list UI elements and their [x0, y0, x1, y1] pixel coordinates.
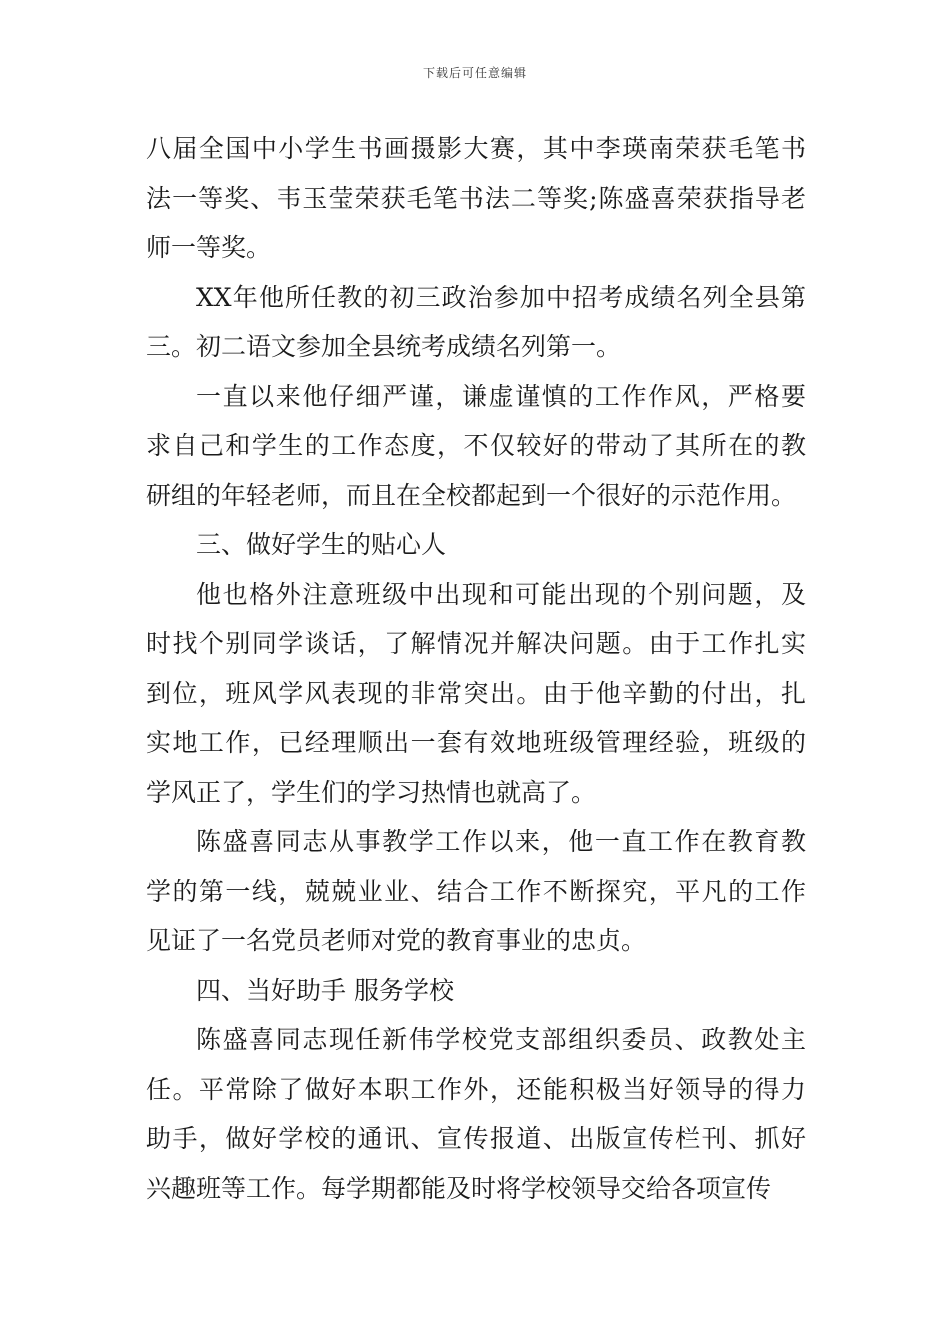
paragraph	[146, 372, 806, 521]
text-line: 学的第一线，兢兢业业、结合工作不断探究，平凡的工作	[146, 876, 806, 906]
text-line: 时找个别同学谈话，了解情况并解决问题。由于工作扎实	[146, 629, 806, 658]
text-line: 求自己和学生的工作态度，不仅较好的带动了其所在的教	[146, 431, 806, 460]
paragraph	[146, 1015, 806, 1213]
text-line: 任。平常除了做好本职工作外，还能积极当好领导的得力	[146, 1074, 806, 1104]
paragraph	[146, 817, 806, 966]
text-line: 见证了一名党员老师对党的教育事业的忠贞。	[146, 926, 647, 955]
text-line: 学风正了，学生们的学习热情也就高了。	[146, 777, 597, 807]
text-line: XX年他所任教的初三政治参加中招考成绩名列全县第	[196, 282, 806, 312]
text-line: 三、做好学生的贴心人	[196, 530, 447, 559]
page-header-note: 下载后可任意编辑	[422, 66, 527, 80]
paragraph	[146, 570, 806, 818]
text-line: 法一等奖、韦玉莹荣获毛笔书法二等奖;陈盛喜荣获指导老	[146, 183, 806, 213]
text-line: 到位，班风学风表现的非常突出。由于他辛勤的付出，扎	[146, 678, 806, 708]
text-line: 陈盛喜同志从事教学工作以来，他一直工作在教育教	[196, 827, 806, 856]
text-line: 兴趣班等工作。每学期都能及时将学校领导交给各项宣传	[146, 1173, 772, 1203]
text-line: 陈盛喜同志现任新伟学校党支部组织委员、政教处主	[196, 1025, 806, 1054]
text-line: 研组的年轻老师，而且在全校都起到一个很好的示范作用。	[146, 480, 797, 510]
section-heading	[146, 520, 806, 570]
text-line: 他也格外注意班级中出现和可能出现的个别问题，及	[196, 579, 806, 609]
section-heading	[146, 966, 806, 1016]
document-body	[146, 124, 806, 1213]
text-line: 一直以来他仔细严谨，谦虚谨慎的工作作风，严格要	[196, 381, 806, 411]
text-line: 四、当好助手 服务学校	[196, 975, 454, 1005]
text-line: 八届全国中小学生书画摄影大赛，其中李瑛南荣获毛笔书	[146, 134, 806, 163]
text-line: 实地工作，已经理顺出一套有效地班级管理经验，班级的	[146, 728, 806, 757]
paragraph	[146, 124, 806, 273]
text-line: 三。初二语文参加全县统考成绩名列第一。	[146, 332, 622, 361]
paragraph	[146, 273, 806, 372]
text-line: 师一等奖。	[146, 233, 272, 262]
text-line: 助手，做好学校的通讯、宣传报道、出版宣传栏刊、抓好	[146, 1124, 806, 1153]
